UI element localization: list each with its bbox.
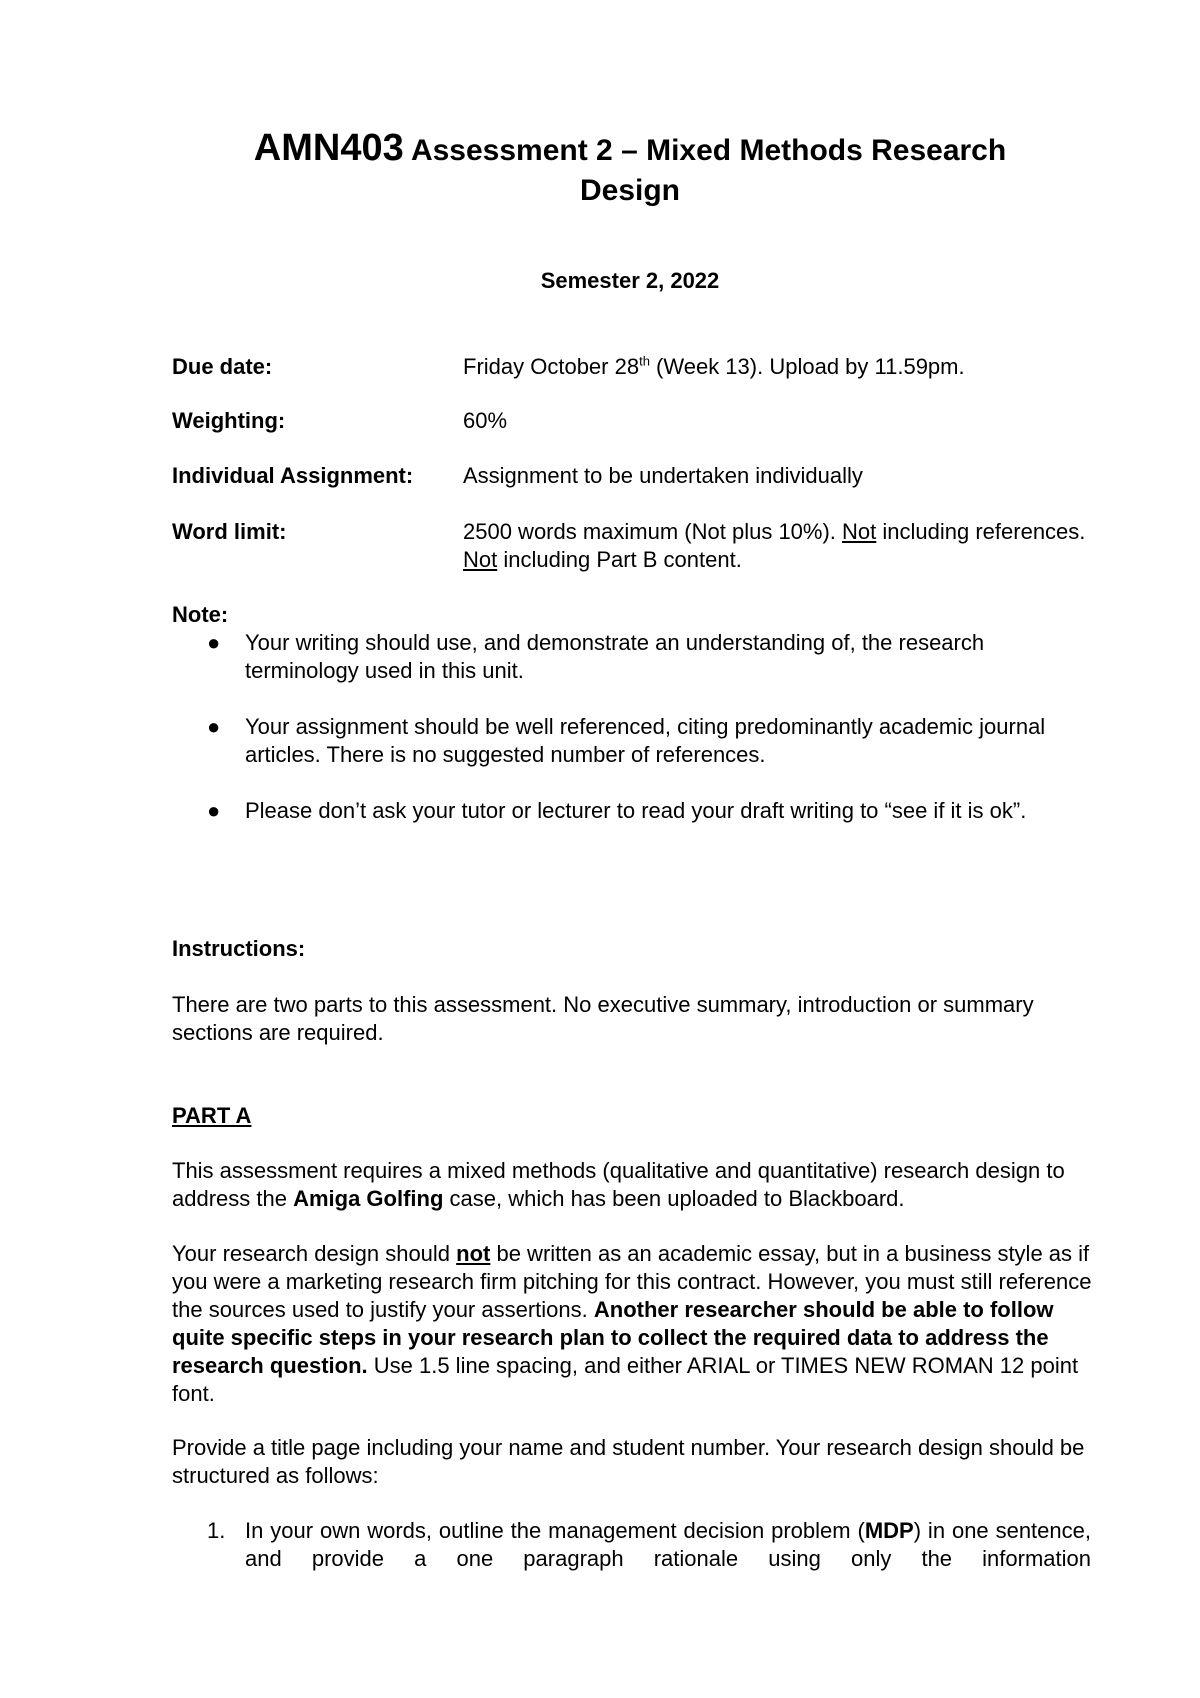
part-a-p2-end: Use 1.5 line spacing, and either ARIAL or TIMES NEW ROMAN 12 point font. [172, 1353, 1079, 1406]
individual-assignment-label: Individual Assignment: [172, 463, 414, 488]
part-a-paragraph-1 [172, 1157, 1092, 1213]
list-number: 1. [207, 1518, 226, 1543]
individual-assignment-value: Assignment to be undertaken individually [463, 463, 863, 488]
word-limit-value [463, 518, 1103, 574]
instructions-heading: Instructions: [172, 936, 306, 961]
list-item [245, 1517, 1091, 1573]
part-a-paragraph-3: Provide a title page including your name and student number. Your research design should be structured as follows: [172, 1435, 1085, 1488]
title-text: Assessment 2 – Mixed Methods Research Design [403, 134, 1007, 207]
document-title [200, 128, 1060, 211]
note-item: Your assignment should be well referenced, citing predominantly academic journal articles. There is no suggested number of references. [245, 714, 1046, 767]
word-limit-text-1: 2500 words maximum (Not plus 10%). [463, 519, 843, 544]
word-limit-not-1: Not [842, 519, 877, 544]
weighting-value: 60% [463, 408, 508, 433]
bullet-icon: ● [207, 630, 221, 655]
due-date-text: Friday October 28 [463, 354, 640, 379]
part-a-paragraph-2 [172, 1240, 1092, 1408]
case-name: Amiga Golfing [293, 1186, 444, 1211]
word-limit-text-2: including references. [876, 519, 1086, 544]
word-limit-not-2: Not [463, 547, 498, 572]
part-a-p1-text: This assessment requires a mixed methods (qualitative and quantitative) research design to address the [172, 1158, 1065, 1211]
word-limit-label: Word limit: [172, 519, 287, 544]
list-item-text-end: ) in one sentence, and provide a one paragraph rationale using only the information [245, 1518, 1091, 1571]
unit-code: AMN403 [253, 127, 404, 169]
part-a-p2-bold: Another researcher should be able to follow quite specific steps in your research plan to collect the required data to address the research question. [172, 1297, 1054, 1378]
due-date-label: Due date: [172, 354, 273, 379]
due-date-superscript: th [639, 353, 650, 369]
bullet-icon: ● [207, 798, 221, 823]
list-item-text: In your own words, outline the management decision problem ( [245, 1518, 865, 1543]
word-limit-text-3: including Part B content. [497, 547, 742, 572]
due-date-detail: (Week 13). Upload by 11.59pm. [649, 354, 965, 379]
part-a-heading: PART A [172, 1103, 252, 1128]
weighting-label: Weighting: [172, 408, 286, 433]
note-item: Your writing should use, and demonstrate an understanding of, the research terminology used in this unit. [245, 630, 985, 683]
part-a-p2-not: not [456, 1241, 491, 1266]
bullet-icon: ● [207, 714, 221, 739]
note-item: Please don’t ask your tutor or lecturer to read your draft writing to “see if it is ok”. [245, 798, 1027, 823]
part-a-p2-middle: be written as an academic essay, but in a business style as if you were a marketing research firm pitching for this contract. However, you must still reference the sources used to justify your assertions. [172, 1241, 1092, 1322]
due-date-value [463, 353, 1103, 381]
part-a-p1-end: case, which has been uploaded to Blackboard. [443, 1186, 905, 1211]
semester: Semester 2, 2022 [540, 268, 720, 293]
part-a-p2-text: Your research design should [172, 1241, 457, 1266]
note-heading: Note: [172, 602, 229, 627]
instructions-body: There are two parts to this assessment. No executive summary, introduction or summary sections are required. [172, 992, 1034, 1045]
mdp-abbreviation: MDP [864, 1518, 914, 1543]
